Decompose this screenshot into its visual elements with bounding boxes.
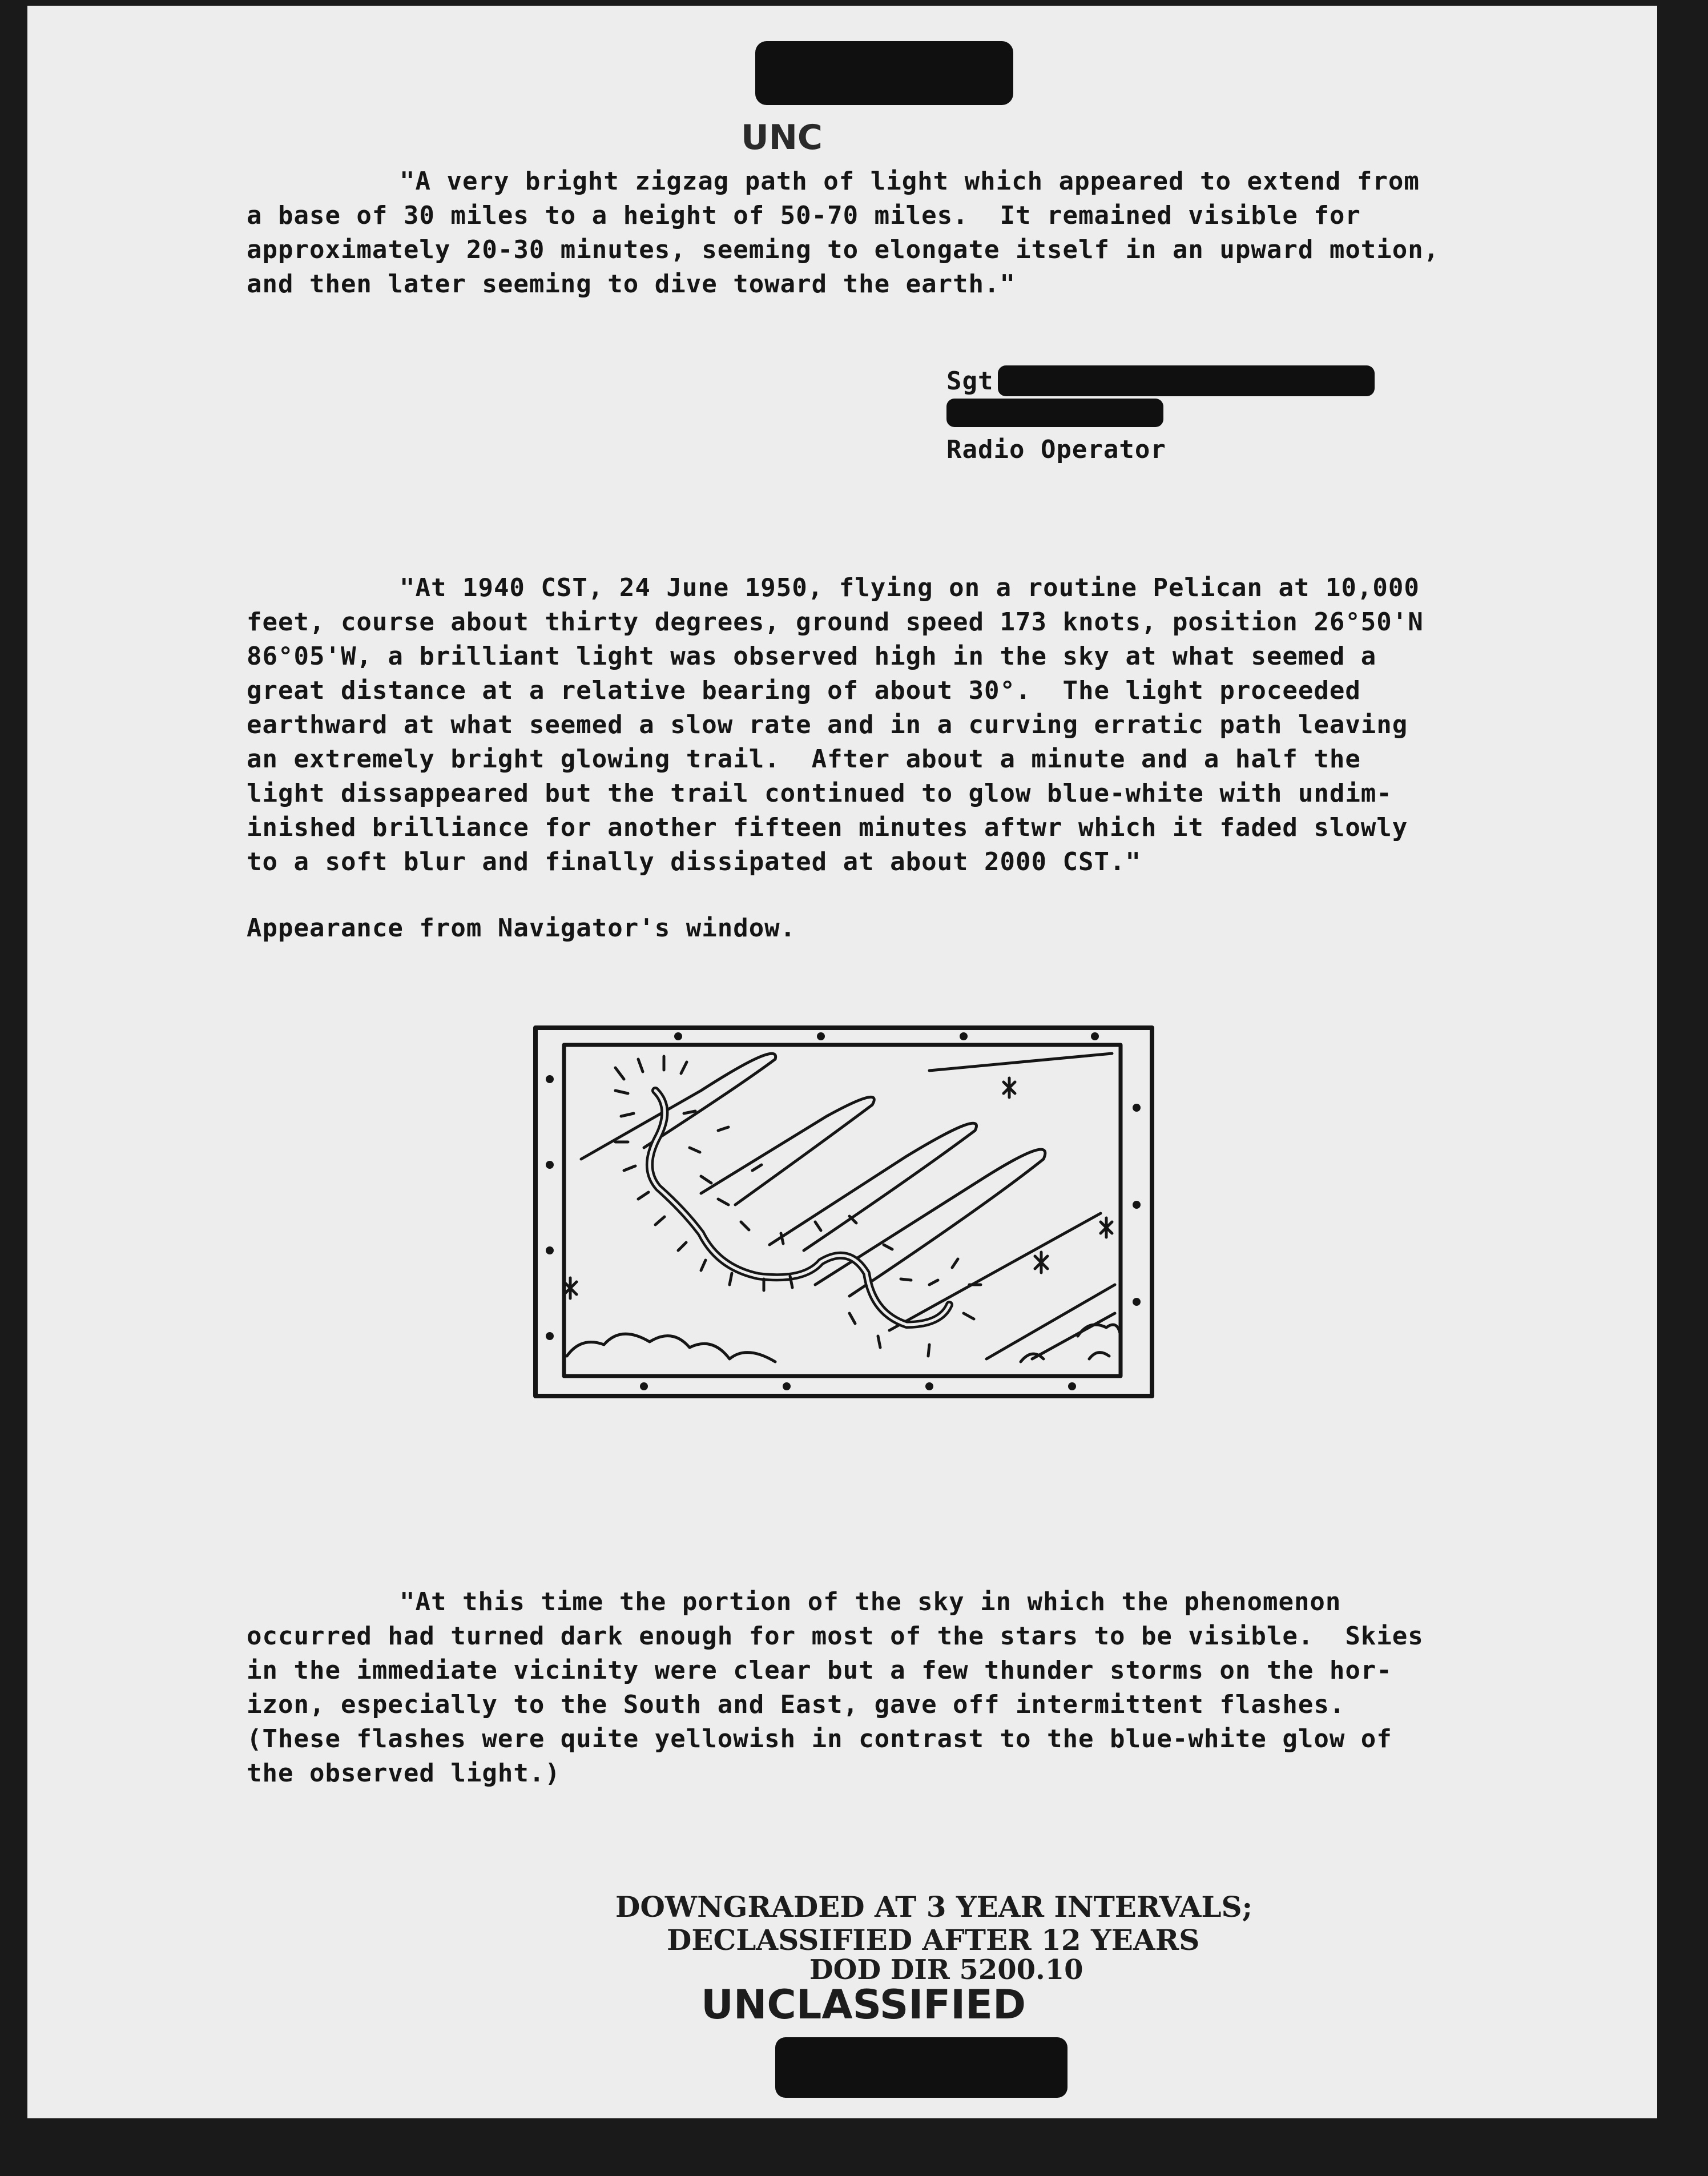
signature-redaction-2 — [946, 399, 1163, 427]
downgrade-stamp-line-2: DECLASSIFIED AFTER 12 YEARS — [667, 1923, 1200, 1957]
unclassified-stamp: UNCLASSIFIED — [701, 1981, 1026, 2028]
signature-title: Radio Operator — [946, 435, 1166, 464]
quote2-line-6: an extremely bright glowing trail. After about a minute and a half the — [247, 745, 1361, 774]
quote2-line-7: light dissappeared but the trail continued to glow blue-white with undim- — [247, 779, 1392, 808]
quote2-line-5: earthward at what seemed a slow rate and in a curving erratic path leaving — [247, 710, 1408, 739]
quote1-line-2: a base of 30 miles to a height of 50-70 miles. It remained visible for — [247, 201, 1361, 230]
sketch-caption: Appearance from Navigator's window. — [247, 914, 796, 943]
bottom-redacted-stamp — [775, 2037, 1068, 2098]
quote2-line-9: to a soft blur and finally dissipated at about 2000 CST." — [247, 847, 1141, 876]
quote2-line-3: 86°05'W, a brilliant light was observed high in the sky at what seemed a — [247, 642, 1377, 671]
quote3-line-6: the observed light.) — [247, 1759, 561, 1788]
downgrade-stamp-line-1: DOWNGRADED AT 3 YEAR INTERVALS; — [615, 1890, 1253, 1924]
quote3-line-5: (These flashes were quite yellowish in contrast to the blue-white glow of — [247, 1724, 1392, 1753]
partial-unclassified-stamp: UNC — [741, 118, 823, 158]
signature-redaction-1 — [998, 365, 1375, 396]
quote3-line-3: in the immediate vicinity were clear but a few thunder storms on the hor- — [247, 1656, 1392, 1685]
quote2-line-8: inished brilliance for another fifteen minutes aftwr which it faded slowly — [247, 813, 1408, 842]
quote1-line-3: approximately 20-30 minutes, seeming to elongate itself in an upward motion, — [247, 235, 1440, 264]
quote2-line-2: feet, course about thirty degrees, ground speed 173 knots, position 26°50'N — [247, 608, 1424, 637]
downgrade-stamp-line-3: DOD DIR 5200.10 — [809, 1954, 1083, 1986]
quote3-line-1: "At this time the portion of the sky in which the phenomenon — [400, 1587, 1342, 1616]
signature-rank: Sgt — [946, 367, 994, 396]
navigator-window-sketch — [530, 1016, 1158, 1405]
quote2-line-4: great distance at a relative bearing of about 30°. The light proceeded — [247, 676, 1361, 705]
quote2-line-1: "At 1940 CST, 24 June 1950, flying on a routine Pelican at 10,000 — [400, 573, 1420, 602]
top-redacted-stamp — [755, 41, 1013, 105]
quote3-line-4: izon, especially to the South and East, gave off intermittent flashes. — [247, 1690, 1346, 1719]
quote1-line-4: and then later seeming to dive toward the earth." — [247, 270, 1016, 299]
quote1-line-1: "A very bright zigzag path of light which appeared to extend from — [400, 167, 1420, 196]
quote3-line-2: occurred had turned dark enough for most of the stars to be visible. Skies — [247, 1622, 1424, 1651]
document-page — [27, 6, 1657, 2118]
